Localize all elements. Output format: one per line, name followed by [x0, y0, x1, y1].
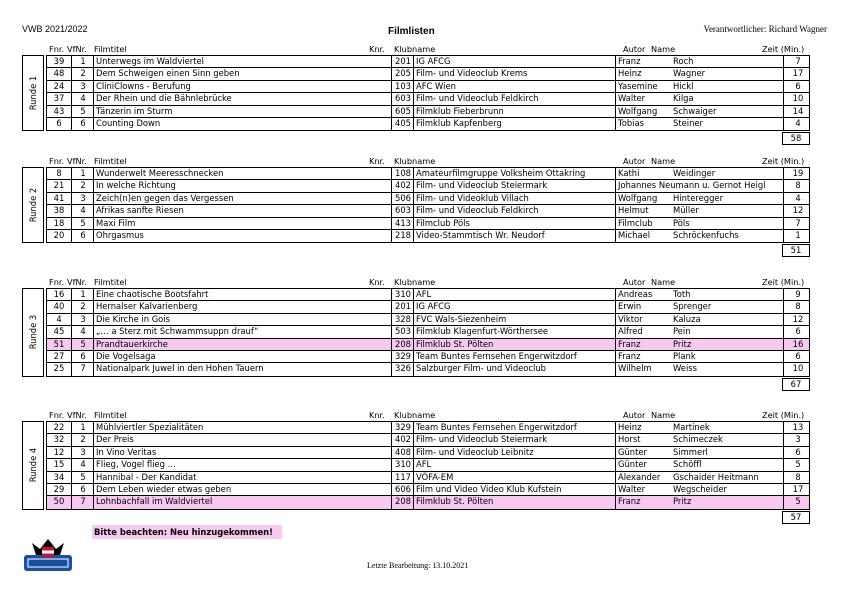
- table-row: [47, 472, 809, 484]
- table-row: [47, 301, 809, 313]
- club-name: Filmklub Fieberbrunn: [413, 106, 618, 117]
- table-row: [47, 422, 809, 434]
- club-number: 205: [391, 68, 414, 79]
- round-total: 58: [782, 132, 810, 145]
- order-number: 3: [71, 193, 94, 204]
- order-number: 4: [71, 205, 94, 216]
- author-first-name: Andreas: [615, 289, 674, 300]
- duration-minutes: 1: [783, 230, 812, 242]
- col-author-header: Autor: [623, 277, 646, 287]
- film-number: 4: [56, 313, 62, 324]
- club-number: 326: [391, 363, 414, 375]
- table-row: [47, 363, 809, 375]
- duration-minutes: 7: [783, 218, 812, 229]
- duration-minutes: 5: [783, 459, 812, 470]
- club-number: 108: [391, 168, 414, 179]
- author-first-name: Horst: [615, 434, 674, 445]
- author-first-name: Wolfgang: [615, 106, 674, 117]
- film-title: Afrikas sanfte Riesen: [93, 205, 394, 216]
- club-name: Film- und Videoclub Feldkirch: [413, 93, 618, 104]
- author-last-name: Hinteregger: [673, 192, 724, 203]
- club-name: VÖFA-EM: [413, 472, 618, 483]
- duration-minutes: 7: [783, 56, 812, 67]
- film-title: Der Rhein und die Bähnlebrücke: [93, 93, 394, 104]
- page-title: Filmlisten: [388, 26, 435, 37]
- round-label: [22, 421, 44, 510]
- duration-minutes: 3: [783, 434, 812, 445]
- col-author-header: Autor: [623, 156, 646, 166]
- author-last-name: Weidinger: [673, 168, 716, 178]
- table-row: [47, 496, 809, 508]
- table-row: [47, 68, 809, 80]
- author-first-name: Franz: [615, 339, 674, 350]
- author-first-name: Heinz: [615, 422, 674, 433]
- club-name: Amateurfilmgruppe Volksheim Ottakring: [413, 168, 618, 179]
- club-number: 329: [391, 422, 414, 433]
- club-number: 408: [391, 447, 414, 458]
- film-table: [46, 421, 810, 510]
- club-name: AFL: [413, 459, 618, 470]
- round-label-text: Runde 3: [28, 315, 38, 350]
- author-name: Johannes Neumann u. Gernot Heigl: [615, 180, 786, 191]
- club-name: Film- und Videoclub Feldkirch: [413, 205, 618, 216]
- film-title: Hannibal - Der Kandidat: [93, 472, 394, 483]
- order-number: 1: [71, 422, 94, 433]
- author-first-name: Alfred: [615, 326, 674, 337]
- author-last-name: Pritz: [673, 496, 692, 507]
- col-knr-header: Knr.: [369, 44, 385, 54]
- film-title: Wunderwelt Meeresschnecken: [93, 168, 394, 179]
- club-name: IG AFCG: [413, 56, 618, 67]
- film-title: In welche Richtung: [93, 180, 394, 191]
- round-label-text: Runde 1: [28, 75, 38, 111]
- film-title: Nationalpark Juwel in den Hohen Tauern: [93, 363, 394, 375]
- order-number: 6: [71, 118, 94, 130]
- author-last-name: Hickl: [673, 80, 694, 91]
- order-number: 7: [71, 496, 94, 508]
- club-name: Filmclub Pöls: [413, 218, 618, 229]
- author-last-name: Simmerl: [673, 446, 708, 457]
- table-row: [47, 339, 809, 351]
- order-number: 6: [71, 351, 94, 362]
- order-number: 5: [71, 472, 94, 483]
- film-title: Die Kirche in Gois: [93, 314, 394, 325]
- club-name: Team Buntes Fernsehen Engerwitzdorf: [413, 351, 618, 362]
- film-number: 27: [53, 350, 65, 361]
- order-number: 4: [71, 459, 94, 470]
- author-last-name: Müller: [673, 205, 699, 216]
- film-number: 50: [53, 496, 65, 507]
- author-last-name: Plank: [673, 350, 696, 361]
- responsible-person: Verantwortlicher: Richard Wagner: [703, 24, 827, 34]
- club-number: 506: [391, 193, 414, 204]
- club-number: 605: [391, 106, 414, 117]
- duration-minutes: 8: [783, 180, 812, 191]
- col-knr-header: Knr.: [369, 156, 385, 166]
- last-edited: Letzte Bearbeitung: 13.10.2021: [367, 561, 469, 570]
- club-name: Filmklub Klagenfurt-Wörthersee: [413, 326, 618, 337]
- table-row: [47, 484, 809, 496]
- film-title: Eine chaotische Bootsfahrt: [93, 289, 394, 300]
- film-number: 24: [53, 80, 65, 91]
- film-title: „… a Sterz mit Schwammsuppn drauf“: [93, 326, 394, 337]
- duration-minutes: 19: [783, 168, 812, 179]
- order-number: 4: [71, 326, 94, 337]
- film-title: In Vino Veritas: [93, 447, 394, 458]
- table-row: [47, 193, 809, 205]
- club-number: 413: [391, 218, 414, 229]
- club-number: 310: [391, 289, 414, 300]
- film-title: Maxi Film: [93, 218, 394, 229]
- film-number: 8: [56, 168, 62, 178]
- table-row: [47, 205, 809, 217]
- col-name-header: Name: [651, 410, 676, 420]
- club-number: 329: [391, 351, 414, 362]
- club-number: 208: [391, 496, 414, 508]
- order-number: 5: [71, 218, 94, 229]
- club-name: Team Buntes Fernsehen Engerwitzdorf: [413, 422, 618, 433]
- duration-minutes: 16: [783, 339, 812, 350]
- club-name: Salzburger Film- und Videoclub: [413, 363, 618, 375]
- duration-minutes: 14: [783, 106, 812, 117]
- club-name: AFL: [413, 289, 618, 300]
- club-number: 503: [391, 326, 414, 337]
- order-number: 4: [71, 93, 94, 104]
- author-last-name: Pöls: [673, 217, 690, 228]
- table-row: [47, 314, 809, 326]
- film-number: 25: [53, 363, 65, 374]
- table-row: [47, 106, 809, 118]
- table-row: [47, 447, 809, 459]
- col-vfnr-header: VfNr.: [67, 44, 87, 54]
- author-first-name: Günter: [615, 447, 674, 458]
- film-title: Lohnbachfall im Waldviertel: [93, 496, 394, 508]
- col-name-header: Name: [651, 277, 676, 287]
- club-name: Film- und Videoclub Steiermark: [413, 180, 618, 191]
- duration-minutes: 10: [783, 93, 812, 104]
- col-name-header: Name: [651, 44, 676, 54]
- col-author-header: Autor: [623, 44, 646, 54]
- club-name: Filmklub Kapfenberg: [413, 118, 618, 130]
- club-number: 218: [391, 230, 414, 242]
- club-name: Film- und Videoklub Villach: [413, 193, 618, 204]
- author-last-name: Kilga: [673, 93, 694, 104]
- author-first-name: Alexander: [615, 472, 674, 483]
- table-row: [47, 434, 809, 446]
- film-number: 15: [53, 459, 65, 470]
- col-fnr-header: Fnr.: [49, 44, 65, 54]
- author-first-name: Walter: [615, 484, 674, 495]
- table-row: [47, 56, 809, 68]
- club-name: Film- und Videoclub Steiermark: [413, 434, 618, 445]
- author-last-name: Sprenger: [673, 301, 712, 312]
- col-fnr-header: Fnr.: [49, 277, 65, 287]
- table-row: [47, 81, 809, 93]
- film-number: 41: [53, 192, 65, 203]
- duration-minutes: 6: [783, 351, 812, 362]
- new-entries-note: Bitte beachten: Neu hinzugekommen!: [92, 525, 282, 539]
- author-last-name: Pritz: [673, 338, 692, 349]
- club-name: Filmklub St. Pölten: [413, 339, 618, 350]
- author-first-name: Franz: [615, 56, 674, 67]
- author-last-name: Steiner: [673, 117, 703, 128]
- order-number: 2: [71, 180, 94, 191]
- film-title: Dem Leben wieder etwas geben: [93, 484, 394, 495]
- club-name: Filmklub St. Pölten: [413, 496, 618, 508]
- duration-minutes: 17: [783, 484, 812, 495]
- duration-minutes: 8: [783, 301, 812, 312]
- film-number: 48: [53, 68, 65, 79]
- film-title: Dem Schweigen einen Sinn geben: [93, 68, 394, 79]
- film-title: CliniClowns - Berufung: [93, 81, 394, 92]
- col-fnr-header: Fnr.: [49, 156, 65, 166]
- film-number: 6: [56, 117, 62, 128]
- film-number: 38: [53, 205, 65, 216]
- film-number: 45: [53, 326, 65, 337]
- club-name: Video-Stammtisch Wr. Neudorf: [413, 230, 618, 242]
- table-row: [47, 168, 809, 180]
- film-number: 12: [53, 446, 65, 457]
- film-number: 20: [53, 229, 65, 240]
- film-title: Hernalser Kalvarienberg: [93, 301, 394, 312]
- duration-minutes: 13: [783, 422, 812, 433]
- order-number: 5: [71, 106, 94, 117]
- club-name: Film- und Videoclub Krems: [413, 68, 618, 79]
- duration-minutes: 17: [783, 68, 812, 79]
- col-fnr-header: Fnr.: [49, 410, 65, 420]
- duration-minutes: 6: [783, 447, 812, 458]
- round-label: [22, 288, 44, 377]
- author-last-name: Martinek: [673, 422, 710, 432]
- author-first-name: Walter: [615, 93, 674, 104]
- order-number: 6: [71, 230, 94, 242]
- author-first-name: Kathi: [615, 168, 674, 179]
- col-title-header: Filmtitel: [94, 44, 127, 54]
- author-last-name: Pein: [673, 326, 691, 337]
- film-number: 40: [53, 301, 65, 312]
- col-knr-header: Knr.: [369, 277, 385, 287]
- col-club-header: Klubname: [394, 277, 436, 287]
- table-row: [47, 459, 809, 471]
- club-number: 405: [391, 118, 414, 130]
- film-title: Ohrgasmus: [93, 230, 394, 242]
- table-row: [47, 218, 809, 230]
- film-title: Flieg, Vogel flieg ...: [93, 459, 394, 470]
- club-name: Film- und Videoclub Leibnitz: [413, 447, 618, 458]
- club-number: 328: [391, 314, 414, 325]
- order-number: 1: [71, 289, 94, 300]
- film-number: 29: [53, 483, 65, 494]
- film-title: Prandtauerkirche: [93, 339, 394, 350]
- round-total: 67: [782, 378, 810, 391]
- club-number: 402: [391, 180, 414, 191]
- club-number: 201: [391, 56, 414, 67]
- col-vfnr-header: VfNr.: [67, 156, 87, 166]
- club-number: 103: [391, 81, 414, 92]
- duration-minutes: 6: [783, 81, 812, 92]
- film-title: Zeich(n)en gegen das Vergessen: [93, 193, 394, 204]
- round-label: [22, 55, 44, 131]
- duration-minutes: 9: [783, 289, 812, 300]
- duration-minutes: 4: [783, 193, 812, 204]
- film-number: 18: [53, 217, 65, 228]
- author-first-name: Tobias: [615, 118, 674, 130]
- author-first-name: Heinz: [615, 68, 674, 79]
- order-number: 2: [71, 68, 94, 79]
- duration-minutes: 12: [783, 205, 812, 216]
- club-number: 606: [391, 484, 414, 495]
- author-first-name: Viktor: [615, 314, 674, 325]
- table-row: [47, 118, 809, 130]
- film-table: [46, 55, 810, 131]
- film-table: [46, 288, 810, 377]
- film-table: [46, 167, 810, 243]
- author-first-name: Yasemine: [615, 81, 674, 92]
- col-club-header: Klubname: [394, 44, 436, 54]
- author-last-name: Gschaider Heitmann: [673, 471, 759, 482]
- film-number: 32: [53, 434, 65, 445]
- order-number: 2: [71, 434, 94, 445]
- club-number: 310: [391, 459, 414, 470]
- film-title: Tänzerin im Sturm: [93, 106, 394, 117]
- author-last-name: Wegscheider: [673, 483, 727, 494]
- film-title: Unterwegs im Waldviertel: [93, 56, 394, 67]
- col-club-header: Klubname: [394, 410, 436, 420]
- club-name: FVC Wals-Siezenheim: [413, 314, 618, 325]
- duration-minutes: 8: [783, 472, 812, 483]
- author-first-name: Wilhelm: [615, 363, 674, 375]
- author-last-name: Kaluza: [673, 313, 701, 324]
- club-number: 208: [391, 339, 414, 350]
- round-label-text: Runde 4: [28, 448, 38, 483]
- table-row: [47, 289, 809, 301]
- club-number: 603: [391, 93, 414, 104]
- author-first-name: Michael: [615, 230, 674, 242]
- order-number: 2: [71, 301, 94, 312]
- col-knr-header: Knr.: [369, 410, 385, 420]
- film-number: 43: [53, 105, 65, 116]
- duration-minutes: 6: [783, 326, 812, 337]
- author-last-name: Schöffl: [673, 459, 702, 470]
- col-title-header: Filmtitel: [94, 277, 127, 287]
- col-zeit-header: Zeit (Min.): [762, 156, 805, 166]
- film-number: 16: [53, 289, 65, 299]
- author-last-name: Toth: [673, 289, 691, 299]
- order-number: 3: [71, 81, 94, 92]
- author-last-name: Schröckenfuchs: [673, 229, 739, 240]
- col-vfnr-header: VfNr.: [67, 277, 87, 287]
- table-row: [47, 351, 809, 363]
- order-number: 3: [71, 314, 94, 325]
- author-first-name: Helmut: [615, 205, 674, 216]
- club-name: AFC Wien: [413, 81, 618, 92]
- order-number: 5: [71, 339, 94, 350]
- film-title: Counting Down: [93, 118, 394, 130]
- duration-minutes: 10: [783, 363, 812, 375]
- film-number: 21: [53, 180, 65, 191]
- order-number: 1: [71, 56, 94, 67]
- author-first-name: Wolfgang: [615, 193, 674, 204]
- author-last-name: Schimeczek: [673, 434, 723, 445]
- col-vfnr-header: VfNr.: [67, 410, 87, 420]
- order-number: 6: [71, 484, 94, 495]
- film-number: 51: [53, 338, 65, 349]
- club-number: 603: [391, 205, 414, 216]
- vöfa-logo: [22, 535, 74, 575]
- film-number: 39: [53, 56, 65, 66]
- order-number: 7: [71, 363, 94, 375]
- club-name: IG AFCG: [413, 301, 618, 312]
- round-total: 51: [782, 244, 810, 257]
- author-last-name: Schwaiger: [673, 105, 717, 116]
- table-row: [47, 326, 809, 338]
- club-name: Film und Video Video Klub Kufstein: [413, 484, 618, 495]
- film-number: 34: [53, 471, 65, 482]
- table-row: [47, 230, 809, 242]
- club-number: 201: [391, 301, 414, 312]
- film-title: Die Vogelsaga: [93, 351, 394, 362]
- film-number: 37: [53, 93, 65, 104]
- round-label: [22, 167, 44, 243]
- col-title-header: Filmtitel: [94, 410, 127, 420]
- table-row: [47, 93, 809, 105]
- col-title-header: Filmtitel: [94, 156, 127, 166]
- col-author-header: Autor: [623, 410, 646, 420]
- duration-minutes: 12: [783, 314, 812, 325]
- order-number: 3: [71, 447, 94, 458]
- author-last-name: Wagner: [673, 68, 706, 79]
- col-club-header: Klubname: [394, 156, 436, 166]
- table-row: [47, 180, 809, 192]
- film-title: Mühlviertler Spezialitäten: [93, 422, 394, 433]
- col-zeit-header: Zeit (Min.): [762, 44, 805, 54]
- author-first-name: Filmclub: [615, 218, 674, 229]
- round-label-text: Runde 2: [28, 187, 38, 223]
- author-last-name: Weiss: [673, 363, 697, 374]
- author-first-name: Günter: [615, 459, 674, 470]
- film-number: 22: [53, 422, 65, 432]
- duration-minutes: 5: [783, 496, 812, 508]
- duration-minutes: 4: [783, 118, 812, 130]
- club-number: 117: [391, 472, 414, 483]
- author-first-name: Erwin: [615, 301, 674, 312]
- author-last-name: Roch: [673, 56, 694, 66]
- doc-code: VWB 2021/2022: [22, 24, 88, 34]
- club-number: 402: [391, 434, 414, 445]
- col-name-header: Name: [651, 156, 676, 166]
- film-title: Der Preis: [93, 434, 394, 445]
- col-zeit-header: Zeit (Min.): [762, 277, 805, 287]
- author-first-name: Franz: [615, 496, 674, 508]
- order-number: 1: [71, 168, 94, 179]
- col-zeit-header: Zeit (Min.): [762, 410, 805, 420]
- round-total: 57: [782, 511, 810, 524]
- author-first-name: Franz: [615, 351, 674, 362]
